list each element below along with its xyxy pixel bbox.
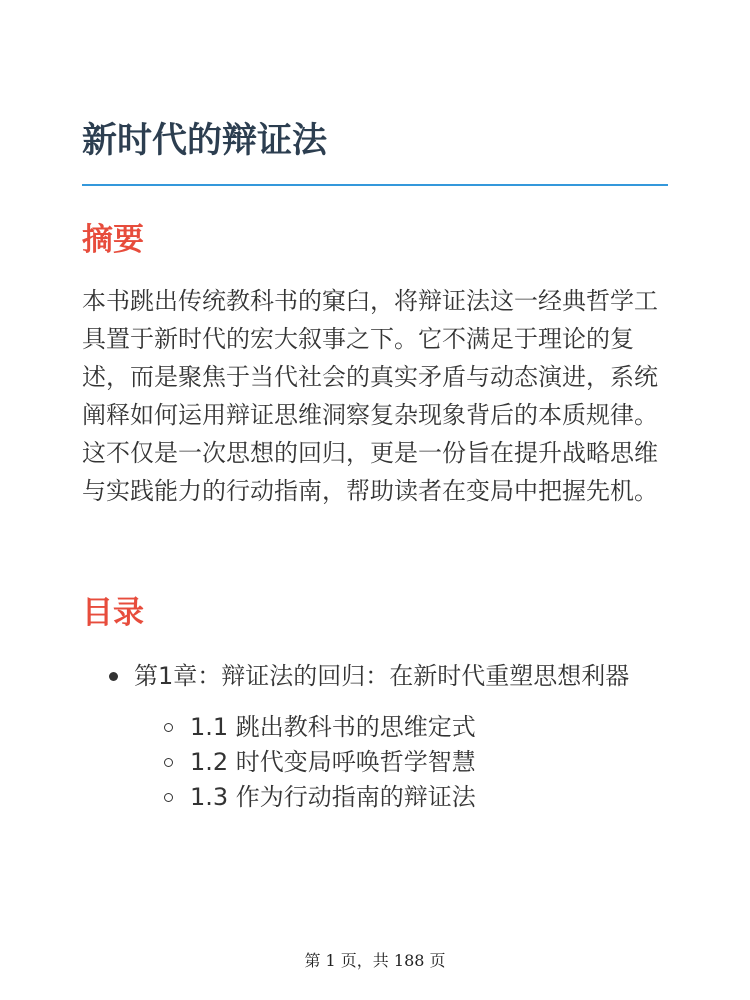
- summary-heading: 摘要: [82, 222, 144, 258]
- table-of-contents: [82, 658, 672, 815]
- filled-bullet-icon: [109, 672, 118, 681]
- toc-section-1-2-label: 1.2 时代变局呼唤哲学智慧: [190, 748, 476, 776]
- toc-section-1-1-label: 1.1 跳出教科书的思维定式: [190, 713, 476, 741]
- toc-chapter-1-sections: [134, 710, 672, 815]
- page-number-footer: 第 1 页，共 188 页: [304, 951, 446, 970]
- toc-section-1-3-label: 1.3 作为行动指南的辩证法: [190, 783, 476, 811]
- toc-section-1-3: [134, 780, 672, 815]
- toc-chapter-1: [82, 658, 672, 815]
- toc-section-1-2: [134, 745, 672, 780]
- toc-section-1-1: [134, 710, 672, 745]
- abstract-paragraph: 本书跳出传统教科书的窠臼，将辩证法这一经典哲学工具置于新时代的宏大叙事之下。它不满足于理论的复述，而是聚焦于当代社会的真实矛盾与动态演进，系统阐释如何运用辩证思维洞察复杂现象背后的本质规律。这不仅是一次思想的回归，更是一份旨在提升战略思维与实践能力的行动指南，帮助读者在变局中把握先机。: [82, 287, 658, 505]
- toc-chapter-1-label: 第1章：辩证法的回归：在新时代重塑思想利器: [134, 662, 630, 690]
- title-divider: [82, 184, 668, 186]
- toc-heading: 目录: [82, 595, 144, 631]
- hollow-bullet-icon: [164, 758, 173, 767]
- hollow-bullet-icon: [164, 793, 173, 802]
- page-title: 新时代的辩证法: [82, 121, 328, 161]
- hollow-bullet-icon: [164, 723, 173, 732]
